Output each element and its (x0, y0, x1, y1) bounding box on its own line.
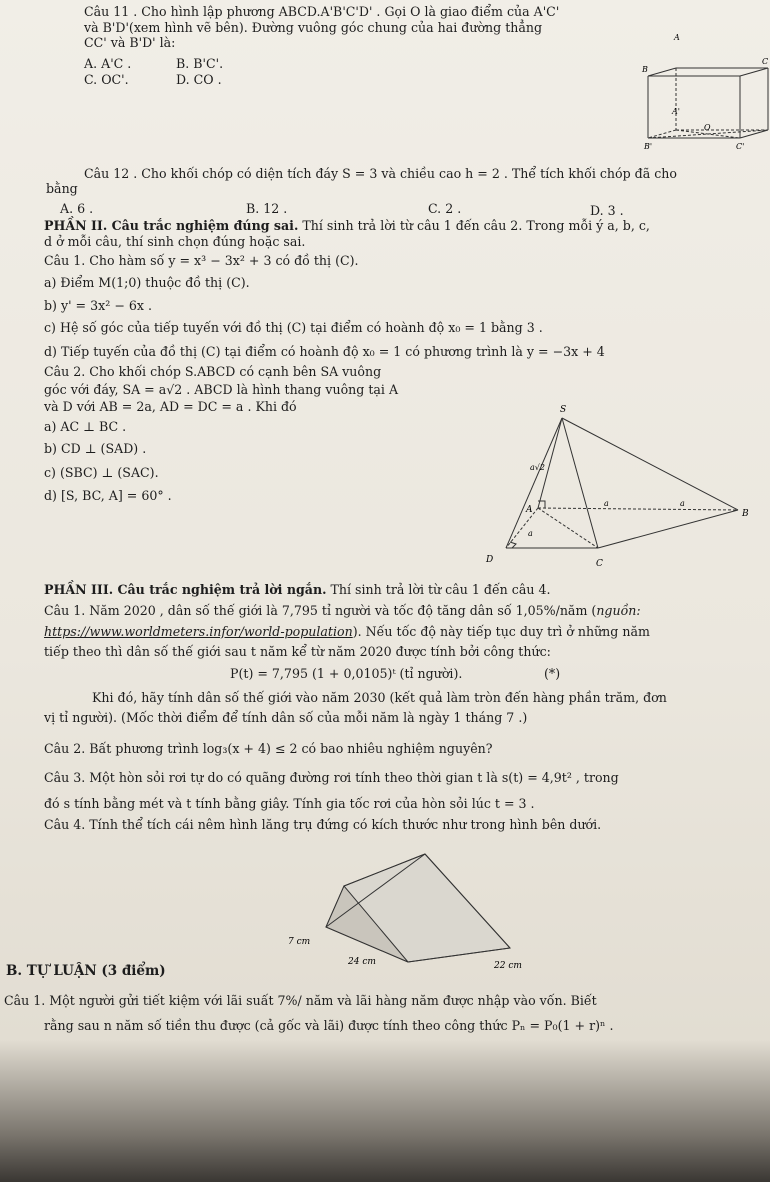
p2-q1-d: d) Tiếp tuyến của đồ thị (C) tại điểm có hoành độ x₀ = 1 có phương trình là y = −3x + 4 (44, 344, 605, 359)
p3-q4: Câu 4. Tính thể tích cái nêm hình lăng trụ đứng có kích thước như trong hình bên dưới. (44, 817, 602, 832)
p2-q2-a: a) AC ⊥ BC . (44, 419, 127, 434)
q12-line-1: Câu 12 . Cho khối chóp có diện tích đáy S = 3 và chiều cao h = 2 . Thể tích khối chóp đã cho (84, 166, 678, 181)
p2-q1-b: b) y' = 3x² − 6x . (44, 298, 152, 313)
p3-q1-line-2-rest: ). Nếu tốc độ này tiếp tục duy trì ở những năm (352, 624, 650, 639)
pyr-label-a: A (526, 505, 533, 515)
pyr-label-b: B (742, 509, 749, 519)
p2-q1-a: a) Điểm M(1;0) thuộc đồ thị (C). (44, 275, 250, 290)
q12-line-2: bằng (46, 181, 78, 196)
partB-line-1: Câu 1. Một người gửi tiết kiệm với lãi suất 7%/ năm và lãi hàng năm được nhập vào vốn. Biết (4, 993, 597, 1008)
pyr-label-ab1: a (604, 499, 609, 508)
pyr-label-s: S (560, 405, 567, 415)
partB-heading: B. TỰ LUẬN (3 điểm) (6, 963, 166, 979)
pyr-label-d: D (486, 555, 494, 565)
cube-label-b: B (642, 65, 648, 74)
p3-q1-mark: (*) (544, 666, 561, 681)
cube-label-c1: C' (736, 142, 745, 151)
p2-q2-c: c) (SBC) ⊥ (SAC). (44, 465, 159, 480)
pyr-label-c: C (596, 559, 603, 569)
wedge-label-h: 7 cm (288, 937, 311, 947)
p2-q1-stem: Câu 1. Cho hàm số y = x³ − 3x² + 3 có đồ thị (C). (44, 253, 359, 268)
p2-q2-b: b) CD ⊥ (SAD) . (44, 441, 147, 456)
p3-q2: Câu 2. Bất phương trình log₃(x + 4) ≤ 2 có bao nhiêu nghiệm nguyên? (44, 741, 493, 756)
wedge-label-l: 22 cm (494, 961, 522, 971)
p3-q1-line-6: vị tỉ người). (Mốc thời điểm để tính dân số của mỗi năm là ngày 1 tháng 7 .) (44, 710, 528, 725)
q12-option-b: B. 12 . (246, 201, 288, 216)
q11-option-d: D. CO . (176, 72, 222, 87)
cube-figure (640, 28, 770, 153)
p3-q1-text: Câu 1. Năm 2020 , dân số thế giới là 7,795 tỉ người và tốc độ tăng dân số 1,05%/năm ( (44, 603, 597, 618)
pyr-label-ab2: a (680, 499, 685, 508)
cube-label-o: O (704, 123, 711, 132)
partB-line-2: rằng sau n năm số tiền thu được (cả gốc và lãi) được tính theo công thức Pₙ = P₀(1 + r)ⁿ . (44, 1018, 614, 1033)
q11-option-a: A. A'C . (84, 56, 132, 71)
part2-intro: Thí sinh trả lời từ câu 1 đến câu 2. Trong mỗi ý a, b, c, (298, 218, 650, 233)
q11-line-3: CC' và B'D' là: (84, 35, 176, 50)
pyramid-figure (476, 398, 768, 576)
q12-option-a: A. 6 . (60, 201, 94, 216)
p2-q2-line-2: góc với đáy, SA = a√2 . ABCD là hình thang vuông tại A (44, 382, 399, 397)
p3-q1-link[interactable]: https://www.worldmeters.infor/world-population (44, 624, 353, 639)
cube-label-a: A (674, 33, 680, 42)
wedge-label-w: 24 cm (348, 957, 376, 967)
part3-heading: PHẦN III. Câu trắc nghiệm trả lời ngắn. (44, 582, 327, 597)
q11-line-2: và B'D'(xem hình vẽ bên). Đường vuông góc chung của hai đường thẳng (84, 20, 543, 35)
p2-q2-line-3: và D với AB = 2a, AD = DC = a . Khi đó (44, 399, 297, 414)
p3-q1-line-5: Khi đó, hãy tính dân số thế giới vào năm 2030 (kết quả làm tròn đến hàng phần trăm, đơn (92, 690, 667, 705)
part3-intro: Thí sinh trả lời từ câu 1 đến câu 4. (326, 582, 551, 597)
q11-line-1: Câu 11 . Cho hình lập phương ABCD.A'B'C'D' . Gọi O là giao điểm của A'C' (84, 4, 560, 19)
q12-option-c: C. 2 . (428, 201, 462, 216)
cube-label-b1: B' (644, 142, 653, 151)
p3-q1-line-2 (44, 624, 650, 640)
part2-heading: PHẦN II. Câu trắc nghiệm đúng sai. (44, 218, 299, 233)
p3-q3-line-1: Câu 3. Một hòn sỏi rơi tự do có quãng đường rơi tính theo thời gian t là s(t) = 4,9t² , trong (44, 770, 619, 785)
q11-option-c: C. OC'. (84, 72, 129, 87)
p3-q1-line-1 (44, 603, 641, 619)
q12-option-d: D. 3 . (590, 203, 624, 218)
p3-q3-line-2: đó s tính bằng mét và t tính bằng giây. Tính gia tốc rơi của hòn sỏi lúc t = 3 . (44, 796, 535, 811)
pyr-label-sa: a√2 (530, 463, 545, 472)
wedge-figure (280, 852, 540, 972)
p3-q1-source: nguồn: (596, 603, 641, 618)
q11-option-b: B. B'C'. (176, 56, 224, 71)
part2-heading-line (44, 218, 650, 234)
p2-q2-d: d) [S, BC, A] = 60° . (44, 488, 172, 503)
pyr-label-ad: a (528, 529, 533, 538)
cube-label-c: C (762, 57, 769, 66)
p2-q1-c: c) Hệ số góc của tiếp tuyến với đồ thị (C) tại điểm có hoành độ x₀ = 1 bằng 3 . (44, 320, 543, 335)
cube-label-a1: A' (672, 107, 680, 116)
p2-q2-line-1: Câu 2. Cho khối chóp S.ABCD có cạnh bên SA vuông (44, 364, 382, 379)
p3-q1-line-3: tiếp theo thì dân số thế giới sau t năm kể từ năm 2020 được tính bởi công thức: (44, 644, 551, 659)
part3-heading-line (44, 582, 551, 598)
part2-intro-2: d ở mỗi câu, thí sinh chọn đúng hoặc sai. (44, 234, 306, 249)
p3-q1-formula: P(t) = 7,795 (1 + 0,0105)ᵗ (tỉ người). (230, 666, 463, 681)
